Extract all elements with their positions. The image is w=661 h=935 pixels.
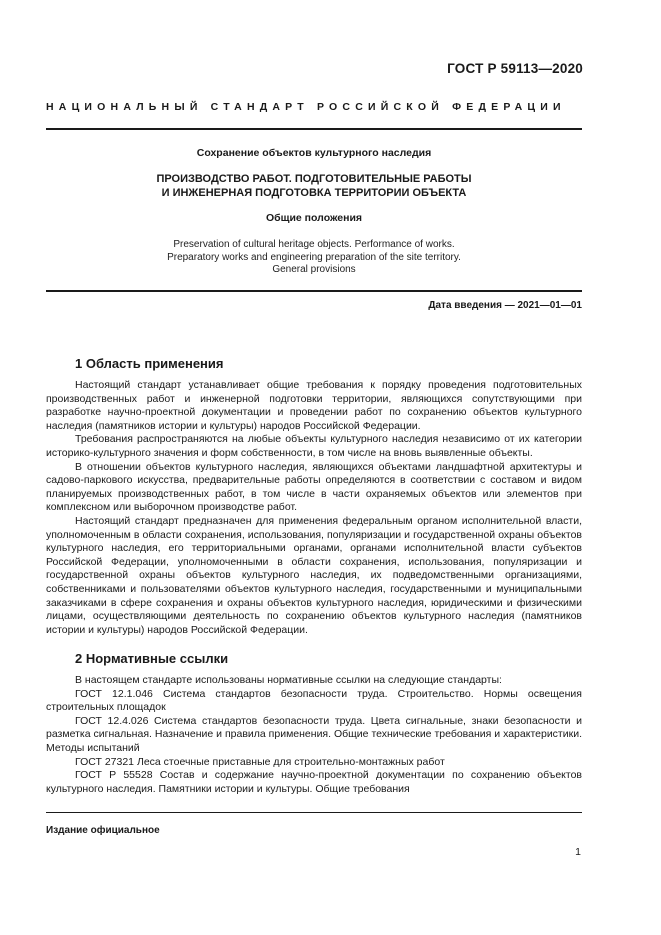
- standard-number: ГОСТ Р 59113—2020: [447, 61, 583, 76]
- main-title-line-2: И ИНЖЕНЕРНАЯ ПОДГОТОВКА ТЕРРИТОРИИ ОБЪЕКТА: [161, 187, 467, 199]
- document-main-title: [46, 172, 582, 200]
- normative-reference: ГОСТ 27321 Леса стоечные приставные для строительно-монтажных работ: [75, 755, 445, 768]
- english-title-line-2: Preparatory works and engineering preparation of the site territory.: [167, 251, 461, 263]
- english-title-line-3: General provisions: [272, 264, 356, 275]
- section-2-heading: 2 Нормативные ссылки: [75, 651, 229, 666]
- english-title: [46, 239, 582, 277]
- edition-label: Издание официальное: [46, 825, 160, 836]
- paragraph: Требования распространяются на любые объекты культурного наследия независимо от их категории историко-культурного значения и форм собственности, в том числе на вновь выявленные объекты.: [46, 433, 582, 459]
- section-1-heading: 1 Область применения: [75, 356, 224, 371]
- footer-divider: [46, 812, 582, 813]
- page-number: 1: [575, 846, 581, 858]
- top-divider: [46, 128, 582, 130]
- introduction-date: Дата введения — 2021—01—01: [428, 300, 582, 311]
- main-title-line-1: ПРОИЗВОДСТВО РАБОТ. ПОДГОТОВИТЕЛЬНЫЕ РАБОТЫ: [156, 173, 472, 185]
- title-divider: [46, 290, 582, 292]
- paragraph: Настоящий стандарт предназначен для применения федеральным органом исполнительной власти, уполномоченным в области сохранения, использования, популяризации и государственной охраны объектов культурного наследия, его территориальными органами, органами исполнительной власти субъектов Российской Федерации, уполномоченными в области сохранения, использования, популяризации и государственной охраны объектов культурного наследия, их подведомственными организациями, собственниками и пользователями объектов культурного наследия, государственными и муниципальными заказчиками в сфере сохранения и охраны объектов культурного наследия, юридическими и физическими лицами, осуществляющими деятельность по сохранению объектов культурного наследия (памятников истории и культуры) народов Российской Федерации.: [46, 514, 582, 636]
- general-provisions-title: Общие положения: [265, 212, 363, 224]
- paragraph: В настоящем стандарте использованы нормативные ссылки на следующие стандарты:: [75, 674, 502, 686]
- paragraph: Настоящий стандарт устанавливает общие требования к порядку проведения подготовительных производственных работ и инженерной подготовки территории, являющихся сопутствующими при разработке научно-проектной документации и проведении работ по сохранению объектов культурного наследия (памятников истории и культуры) народов Российской Федерации.: [46, 379, 582, 432]
- section-2-body: [46, 674, 582, 796]
- english-title-line-1: Preservation of cultural heritage objects. Performance of works.: [173, 239, 455, 250]
- section-1-body: [46, 379, 582, 637]
- normative-reference: ГОСТ 12.1.046 Система стандартов безопасности труда. Строительство. Нормы освещения строительных площадок: [46, 687, 582, 714]
- normative-reference: ГОСТ Р 55528 Состав и содержание научно-проектной документации по сохранению объектов культурного наследия. Памятники истории и культуры. Общие требования: [46, 769, 582, 795]
- normative-reference: ГОСТ 12.4.026 Система стандартов безопасности труда. Цвета сигнальные, знаки безопасности и разметка сигнальная. Назначение и правила применения. Общие технические требования и характеристики. Методы испытаний: [46, 714, 582, 754]
- document-subtitle: Сохранение объектов культурного наследия: [196, 147, 432, 159]
- national-standard-title: НАЦИОНАЛЬНЫЙ СТАНДАРТ РОССИЙСКОЙ ФЕДЕРАЦИИ: [46, 101, 566, 113]
- paragraph: В отношении объектов культурного наследия, являющихся объектами ландшафтной архитектуры и садово-паркового искусства, предварительные работы определяются в соответствии с составом и видом планируемых производственных работ, в том числе в части охраняемых объектов или элементов при комплексном или выборочном производстве работ.: [46, 460, 582, 514]
